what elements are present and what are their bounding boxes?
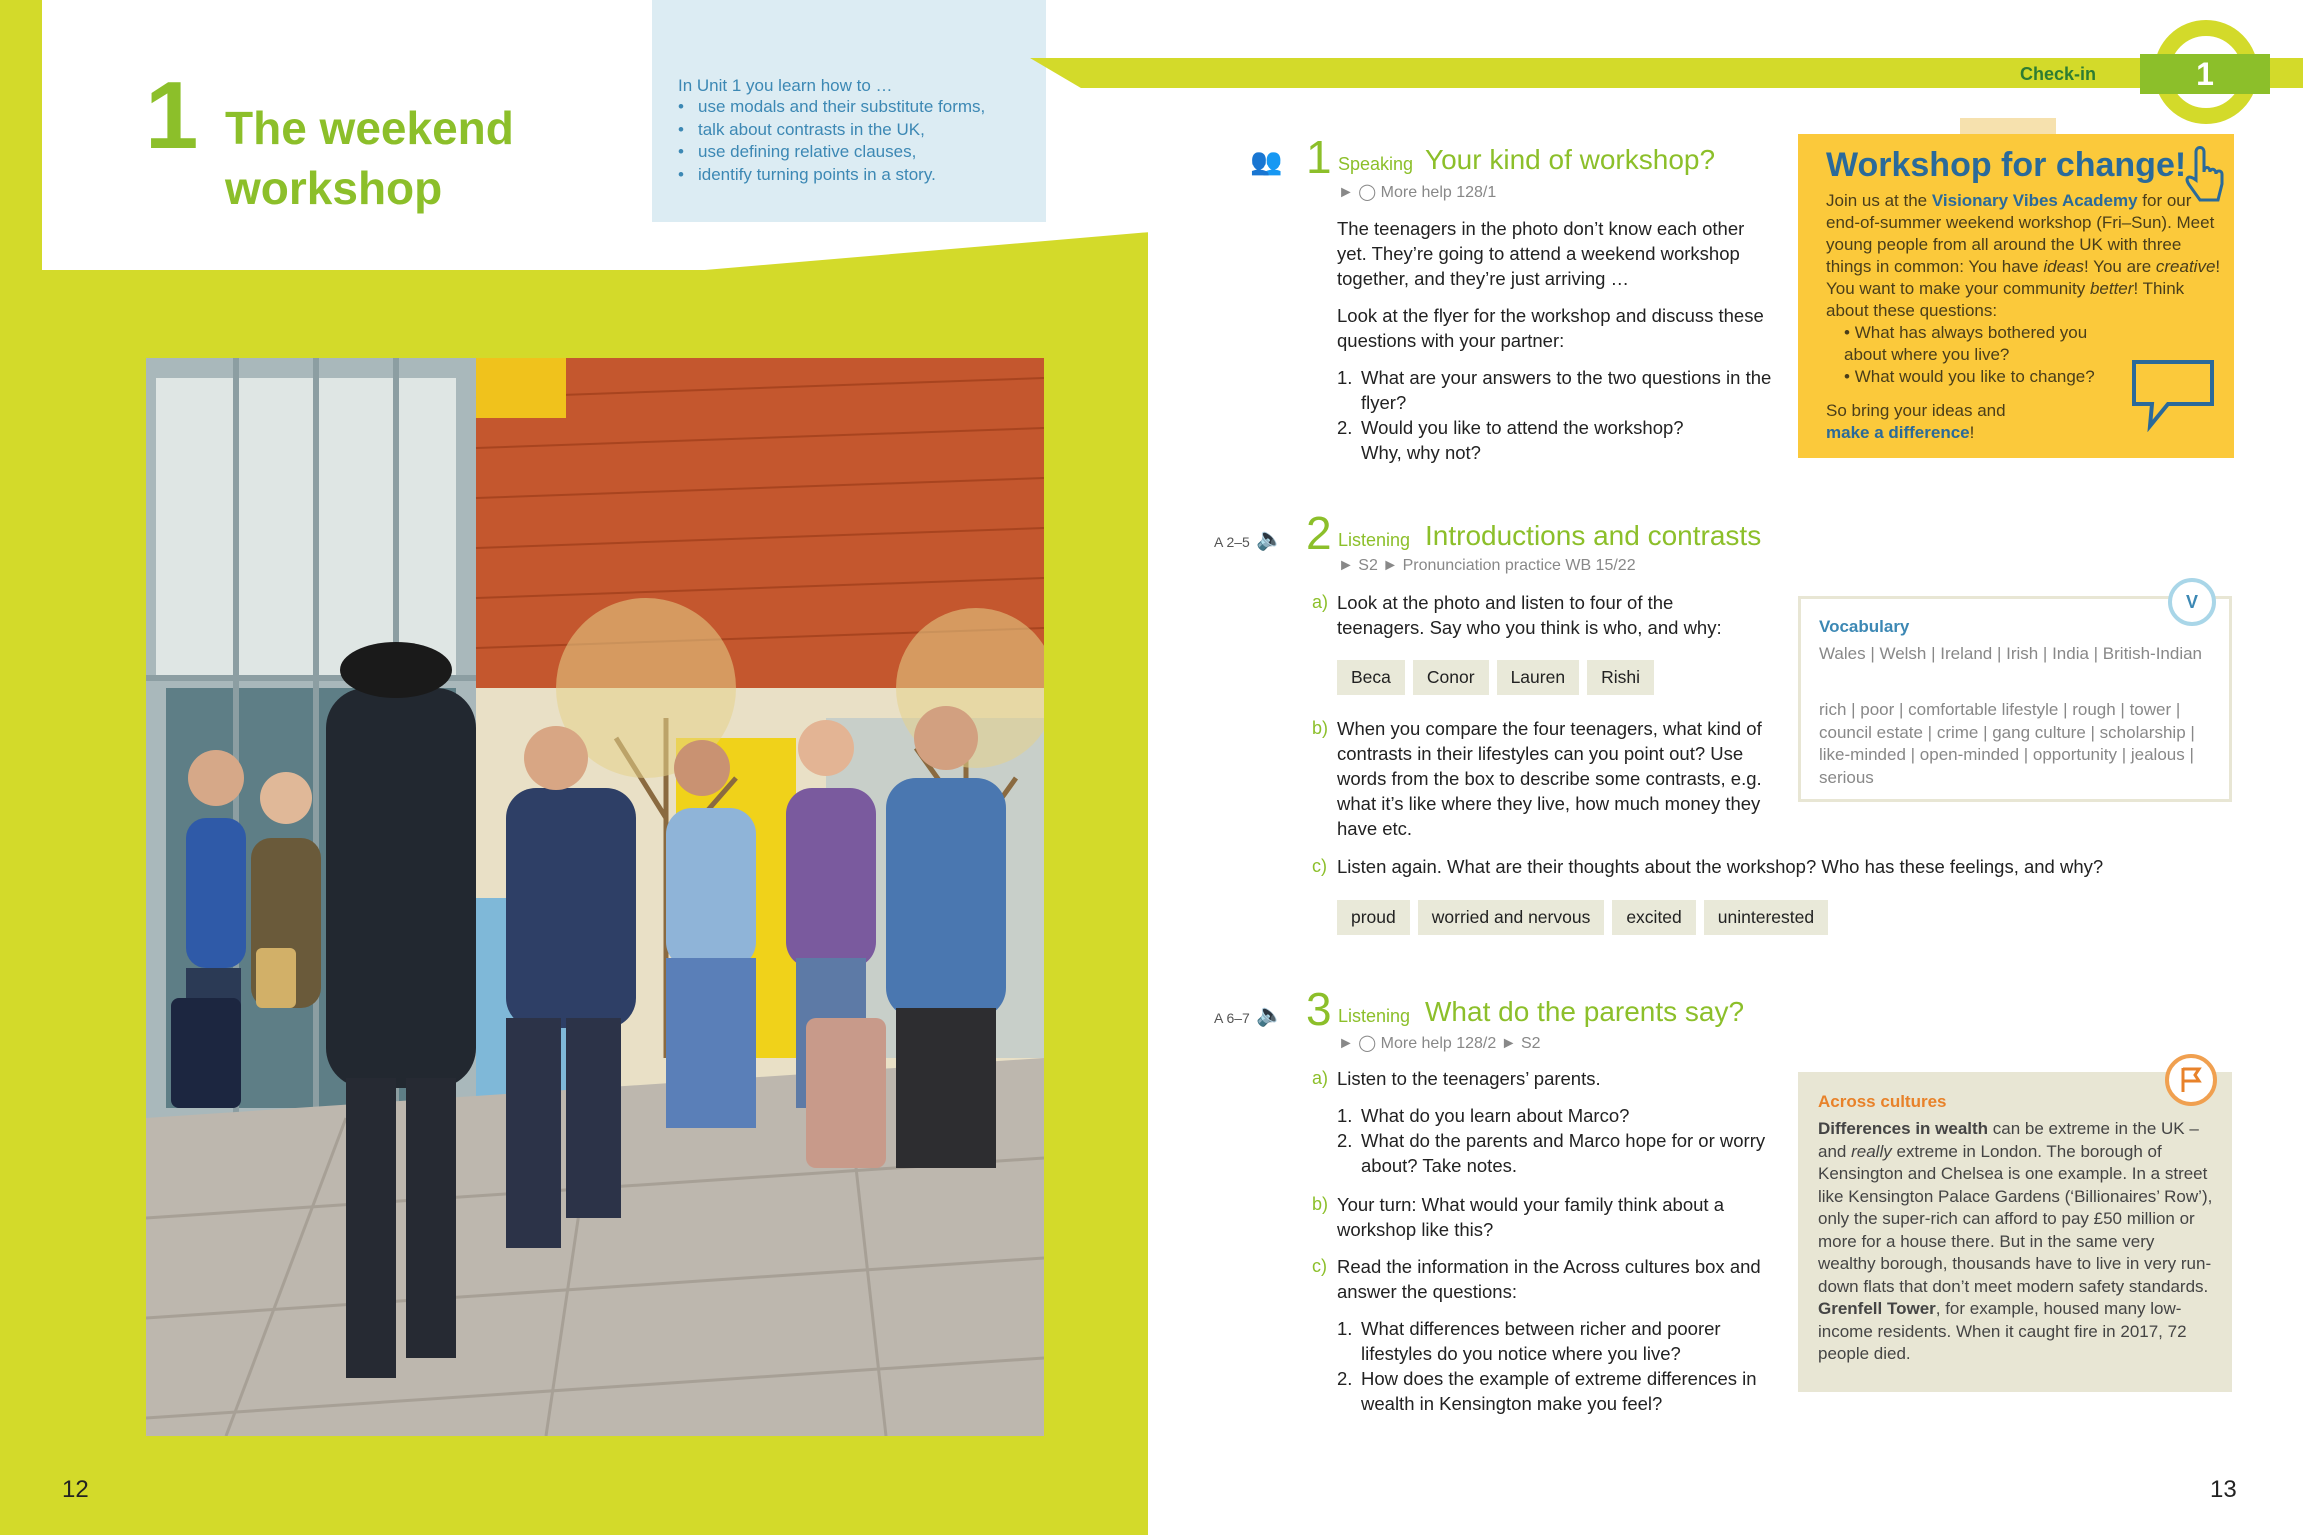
task-text: Listen to the teenagers’ parents.	[1337, 1068, 1601, 1089]
street-photo	[146, 358, 1044, 1436]
flyer-text: ! You want to make your community	[1826, 257, 2221, 298]
page-number-right: 13	[2210, 1476, 2237, 1503]
flyer-closing	[1826, 400, 2046, 444]
question-text: What do you learn about Marco?	[1361, 1105, 1630, 1126]
flyer-text: ! Think about these questions:	[1826, 279, 2185, 320]
exercise-reference: ► ◯ More help 128/1	[1338, 184, 1497, 201]
question-number: 2.	[1337, 417, 1353, 438]
flyer-title: Workshop for change!	[1826, 146, 2187, 184]
flyer-bullet: • What would you like to change?	[1844, 367, 2095, 386]
name-chip: Beca	[1337, 660, 1405, 695]
exercise-title: What do the parents say?	[1425, 996, 1745, 1027]
flag-glyph	[2173, 1062, 2209, 1098]
vocabulary-line: Wales | Welsh | Ireland | Irish | India | British-Indian	[1819, 644, 2203, 663]
exercise-title: Introductions and contrasts	[1425, 520, 1762, 551]
exercise-skill: Listening	[1338, 530, 1411, 550]
exercise-reference: ► S2 ► Pronunciation practice WB 15/22	[1338, 557, 1636, 574]
feeling-chip: worried and nervous	[1418, 900, 1605, 935]
flyer-bullet-text: What would you like to change?	[1854, 367, 2095, 386]
exercise-number: 2	[1306, 507, 1332, 559]
learn-list	[678, 96, 985, 186]
task-letter: c)	[1312, 856, 1327, 876]
question-text: What do the parents and Marco hope for or worry about? Take notes.	[1361, 1130, 1766, 1176]
flyer-text: So bring your ideas and	[1826, 401, 2006, 420]
flyer-bullet-text: What has always bothered you about where you live?	[1844, 323, 2088, 364]
across-text: extreme in London. The borough of Kensington and Chelsea is one example. In a street like Kensington Palace Gardens (‘Billionaires’ Row’), only the super-rich can afford to pay £50 million or more for a house there. But in the same very wealthy borough, thousands have to live in very run-down flats that don’t meet modern safety standards.	[1818, 1141, 2213, 1296]
speaker-icon[interactable]: 🔈	[1256, 1002, 1284, 1027]
pointing-hand-icon	[2178, 144, 2228, 204]
exercise-skill: Speaking	[1338, 154, 1414, 174]
learn-item: • talk about contrasts in the UK,	[678, 119, 985, 142]
section-label: Check-in	[2020, 64, 2097, 84]
name-chip: Lauren	[1497, 660, 1580, 695]
learn-lead: In Unit 1 you learn how to …	[678, 76, 893, 95]
task-text: Your turn: What would your family think about a workshop like this?	[1337, 1194, 1724, 1240]
flyer-emphasis: creative	[2155, 257, 2216, 276]
speaker-icon[interactable]: 🔈	[1256, 526, 1284, 551]
question-text: What differences between richer and poorer lifestyles do you notice where you live?	[1361, 1318, 1721, 1364]
task-letter: b)	[1312, 718, 1329, 738]
exercise-instruction: Look at the flyer for the workshop and discuss these questions with your partner:	[1337, 305, 1764, 351]
flyer-text: for our end-of-summer weekend workshop (Fri–Sun). Meet young people from all around the UK with three things in common: You have	[1826, 191, 2215, 276]
name-chip: Rishi	[1587, 660, 1654, 695]
vocabulary-badge: V	[2168, 578, 2216, 626]
flyer-text: !	[1969, 423, 1975, 442]
across-cultures-body	[1818, 1118, 2216, 1366]
across-text: can be extreme in the UK – and	[1818, 1119, 2199, 1161]
across-emphasis: really	[1851, 1141, 1892, 1161]
feeling-chip: uninterested	[1704, 900, 1828, 935]
page-number-left: 12	[62, 1476, 89, 1503]
learn-item: • identify turning points in a story.	[678, 164, 985, 187]
vocabulary-title: Vocabulary	[1819, 617, 1910, 636]
unit-title: The weekend workshop	[225, 102, 514, 214]
task-text: Look at the photo and listen to four of the teenagers. Say who you think is who, and why:	[1337, 592, 1722, 638]
task-text: Read the information in the Across cultures box and answer the questions:	[1337, 1256, 1761, 1302]
task-text: When you compare the four teenagers, what kind of contrasts in their lifestyles can you point out? Use words from the box to describe some contrasts, e.g. what it’s like where they live, how much money they have etc.	[1337, 718, 1762, 839]
across-cultures-title: Across cultures	[1818, 1092, 1947, 1111]
task-letter: b)	[1312, 1194, 1329, 1214]
question-number: 2.	[1337, 1368, 1353, 1389]
audio-track: A 6–7	[1214, 1010, 1250, 1026]
across-bold: Differences in wealth	[1818, 1119, 1989, 1138]
task-text: Listen again. What are their thoughts about the workshop? Who has these feelings, and why?	[1337, 856, 2104, 877]
exercise-skill: Listening	[1338, 1006, 1411, 1026]
learn-item: • use defining relative clauses,	[678, 141, 985, 164]
flag-icon	[2165, 1054, 2217, 1106]
speech-bubble-icon	[2128, 356, 2218, 432]
left-margin-strip	[0, 0, 42, 270]
exercise-number: 3	[1306, 983, 1332, 1035]
question-number: 1.	[1337, 1318, 1353, 1339]
question-number: 1.	[1337, 367, 1353, 388]
across-text: , for example, housed many low-income residents. When it caught fire in 2017, 72 people died.	[1818, 1299, 2187, 1363]
flyer-difference: make a difference	[1826, 423, 1970, 442]
feeling-chip: excited	[1612, 900, 1695, 935]
audio-track: A 2–5	[1214, 534, 1250, 550]
vocabulary-line: rich | poor | comfortable lifestyle | rough | tower | council estate | crime | gang culture | scholarship | like-minded | open-minded | opportunity | jealous | serious	[1819, 700, 2195, 787]
workshop-flyer	[1798, 134, 2234, 458]
flyer-emphasis: ideas	[2043, 257, 2085, 276]
exercise-number: 1	[1306, 131, 1332, 183]
unit-badge: 1	[2140, 54, 2270, 94]
street-photo-illustration	[146, 358, 1044, 1436]
name-chip: Conor	[1413, 660, 1489, 695]
question-text: How does the example of extreme differences in wealth in Kensington make you feel?	[1361, 1368, 1757, 1414]
header-band	[1030, 58, 2303, 88]
question-number: 2.	[1337, 1130, 1353, 1151]
flyer-emphasis: better	[2089, 279, 2134, 298]
exercise-title: Your kind of workshop?	[1425, 144, 1716, 175]
flyer-academy: Visionary Vibes Academy	[1931, 191, 2138, 210]
pair-work-icon: 👥	[1250, 146, 1283, 176]
question-text: What are your answers to the two questions in the flyer?	[1361, 367, 1772, 413]
across-bold: Grenfell Tower	[1818, 1299, 1936, 1318]
flyer-bullet: • What has always bothered you about where you live?	[1844, 323, 2088, 364]
names-list	[1337, 660, 1662, 695]
vocabulary-box	[1798, 596, 2232, 802]
learn-item: • use modals and their substitute forms,	[678, 96, 985, 119]
learn-goals-box	[652, 0, 1046, 222]
exercise-reference: ► ◯ More help 128/2 ► S2	[1338, 1035, 1541, 1052]
exercise-intro: The teenagers in the photo don’t know each other yet. They’re going to attend a weekend workshop together, and they’re just arriving …	[1337, 218, 1745, 289]
task-letter: a)	[1312, 1068, 1329, 1088]
question-number: 1.	[1337, 1105, 1353, 1126]
across-cultures-box	[1798, 1072, 2232, 1392]
feelings-list	[1337, 900, 1836, 935]
task-letter: c)	[1312, 1256, 1327, 1276]
feeling-chip: proud	[1337, 900, 1410, 935]
flyer-text: Join us at the	[1826, 191, 1928, 210]
flyer-text: ! You are	[2084, 257, 2152, 276]
task-letter: a)	[1312, 592, 1329, 612]
question-text: Would you like to attend the workshop? Why, why not?	[1361, 417, 1684, 463]
unit-number: 1	[145, 62, 199, 169]
